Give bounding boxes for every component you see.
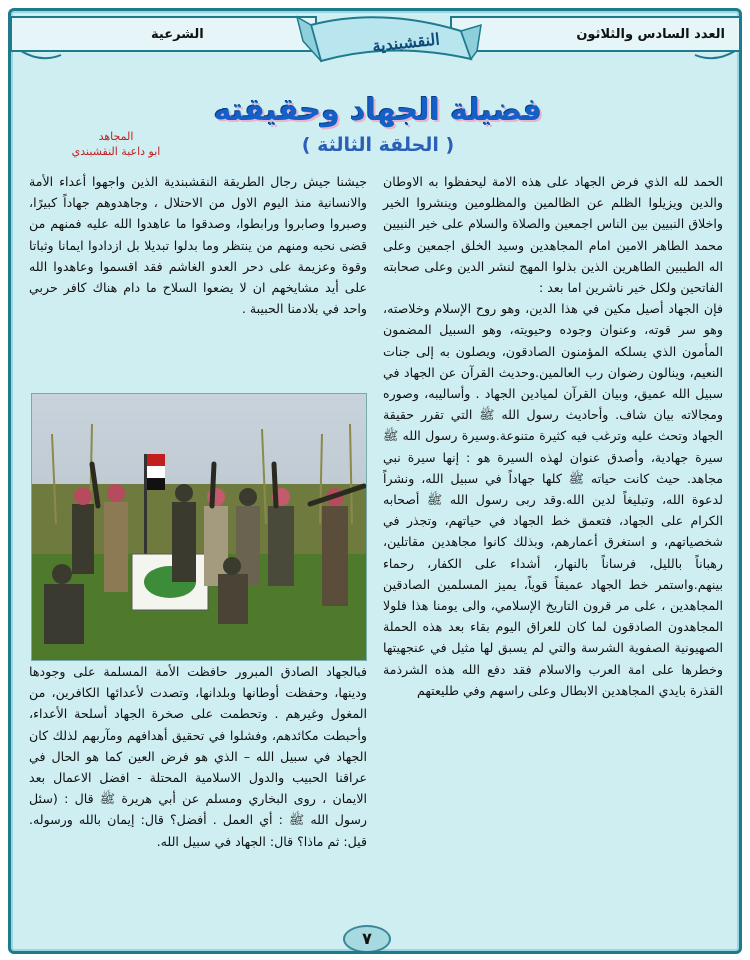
article-title: فضيلة الجهاد وحقيقته xyxy=(213,93,543,128)
fighters-photo-illustration xyxy=(32,394,367,661)
page-number: ٧ xyxy=(343,925,391,953)
left-paragraph-top: جيشنا جيش رجال الطريقة النقشبندية الذين واجهوا أعداء الأمة والانسانية منذ اليوم الاول من الاحتلال ، وجاهدوهم جهاداً كبيرًا، وصبروا وصابروا ورابطوا، وصدقوا ما عاهدوا الله عليه فمنهم من قضى نحبه ومنهم من ينتظر وما بدلوا تبديلا بل ازدادوا ايمانا وثباتا وقوة وعزيمة على دحر العدو الغاشم فقد اقسموا وعاهدوا الله على أيد مشايخهم ان لا يضعوا السلاح ما دام هناك كافر حربي واحد في بلادمنا الحبيبة . xyxy=(29,174,367,317)
right-paragraph-main: فإن الجهاد أصيل مكين في هذا الدين، وهو روح الإسلام وخلاصته، وهو سر قوته، وعنوان وجوده وحيويته، وهو السبيل المضمون المأمون الذي يسلكه المؤمنون الصادقون، ويصلون به إلى جنات النعيم، وينالون رضوان رب العالمين.وحديث القرآن عن الجهاد في سبيل الله عميق، وبيان القرآن لميادين الجهاد . وأساليبه، وصوره ومجالاته بيان شاف. وأحاديث رسول الله ﷺ التي تقرر حقيقة الجهاد وتحث عليه وترغب فيه كثيرة متنوعة.وسيرة رسول الله ﷺ سيرة جهادية، وأصدق عنوان لهذه السيرة هو : إنها سيرة نبي مجاهد. حيث كانت حياته ﷺ كلها جهاداً في سبيل الله، ونشراً لدعوة الله، وتبليغاً لدين الله.وقد ربى رسول الله ﷺ أصحابه الكرام على الجهاد، فتعمق خط الجهاد في حياتهم، وتجذر في شخصياتهم، و استغرق أعمارهم، وبذلك كانوا مجاهدين مقاتلين، رهباناً بالليل، فرساناً بالنهار، أشداء على الكفار، رحماء بينهم.واستمر خط الجهاد عميقاً قوياً، يميز المسلمين الصادقين المجاهدين ، على مر قرون التاريخ الإسلامي، والى يومنا هذا فلولا المجاهدون الصادقون لما كان للعراق اليوم بقاء بعد هذه الحملة الصهيونية الصفوية الشرسة والتي لم يسبق لها مثيل في عنجهيتها وخطرها على امة العرب والاسلام فقد دفع الله هذه الشرذمة القذرة بايدي المجاهدين الابطال وعلى راسهم وفي طليعتهم xyxy=(383,301,723,698)
left-column-bottom xyxy=(29,661,367,852)
section-label: الشرعية xyxy=(151,27,204,42)
article-subtitle: ( الحلقة الثالثة ) xyxy=(301,134,455,156)
right-paragraph-intro: الحمد لله الذي فرض الجهاد على هذه الامة ليحفظوا به الاوطان والدين ويزيلوا الظلم عن الظالمين والمظلومين وينشروا الخير واخلاق النبيين بين الناس اجمعين والصلاة والسلام على خير النبيين محمد الطاهر الامين امام المجاهدين وسيد الخلق اجمعين وعلى اله الطيبين الطاهرين الذين بذلوا المهج لنشر الدين وعلى صحابته الفاتحين ولكل خير ناشرين اما بعد : xyxy=(383,174,723,296)
author-role: المجاهد xyxy=(98,130,134,143)
magazine-page xyxy=(8,8,742,954)
fighters-photo xyxy=(31,393,367,661)
author-block xyxy=(71,129,161,159)
right-column xyxy=(383,171,723,701)
left-column-top xyxy=(29,171,367,319)
author-name: ابو داعبة النقشبندي xyxy=(71,145,161,158)
issue-label: العدد السادس والثلاثون xyxy=(576,27,725,42)
ribbon-title: النقشبندية xyxy=(371,29,441,56)
left-paragraph-bottom: فبالجهاد الصادق المبرور حافظت الأمة المسلمة على وجودها ودينها، وحفظت أوطانها وبلدانها، وتصدت لأعدائها الكافرين، من المغول وغيرهم . وتحطمت على صخرة الجهاد أسلحة الأعداء، وأحبطت مكائدهم، وفشلوا في تحقيق أهدافهم ومآربهم لذلك كان الجهاد في سبيل الله – الذي هو فرض العين كما هو الحال في عراقنا الحبيب والدول الاسلامية المحتلة - افضل الاعمال بعد الايمان ، روى البخاري ومسلم عن أبي هريرة ﷺ قال : (سئل رسول الله ﷺ : أي العمل . أفضل؟ قال: إيمان بالله ورسوله. قيل: ثم ماذا؟ قال: الجهاد في سبيل الله. xyxy=(29,664,367,849)
